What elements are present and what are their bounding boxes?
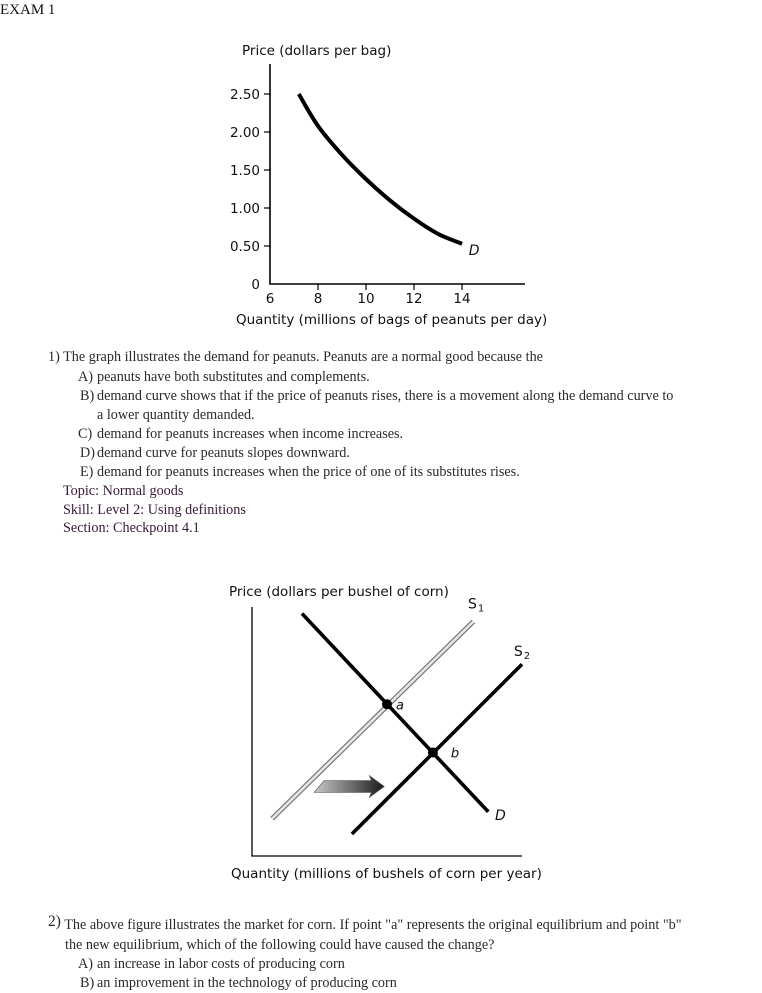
skill: Skill: Level 2: Using definitions [63, 502, 246, 518]
section: Section: Checkpoint 4.1 [63, 520, 200, 536]
x-tick-label: 12 [405, 291, 423, 307]
question-1-stem [48, 348, 543, 367]
option-text: an increase in labor costs of producing corn [97, 956, 345, 972]
y-tick-label: 2.00 [229, 125, 260, 141]
curve-label-d: D [495, 807, 506, 824]
y-axis-label: Price (dollars per bushel of corn) [229, 584, 449, 600]
question-number: 1) [48, 349, 60, 365]
demand-curve-label: D [468, 243, 480, 259]
option-text: demand for peanuts increases when income increases. [97, 426, 404, 442]
topic: Topic: Normal goods [63, 483, 184, 499]
x-tick-label: 10 [357, 291, 375, 307]
option-text: demand for peanuts increases when the price of one of its substitutes rises. [97, 464, 520, 480]
y-tick-label: 2.50 [229, 87, 260, 103]
y-tick-label: 0.50 [229, 239, 260, 255]
x-tick-label: 8 [313, 291, 323, 307]
corn-market-chart [0, 570, 762, 890]
option-letter: A) [78, 956, 93, 972]
question-number: 2) [48, 913, 61, 930]
option-letter: D) [80, 445, 95, 461]
option-text-continued: a lower quantity demanded. [97, 407, 255, 423]
y-tick-label: 0 [251, 277, 260, 293]
curve-label-s1: $S_1$ [468, 596, 485, 615]
option-text: demand curve shows that if the price of peanuts rises, there is a movement along the demand curve to [97, 388, 674, 404]
point-label-b: b [450, 746, 460, 762]
y-axis-label: Price (dollars per bag) [242, 43, 392, 59]
question-text-line-1: The above figure illustrates the market for corn. If point "a" represents the original equilibrium and point "b" [64, 917, 682, 933]
y-tick-label: 1.50 [229, 163, 260, 179]
option-letter: B) [80, 388, 95, 404]
exam-title: EXAM 1 [0, 2, 56, 18]
y-tick-label: 1.00 [229, 201, 260, 217]
question-2-stem-line-2: the new equilibrium, which of the following could have caused the change? [65, 937, 495, 953]
point-label-a: a [396, 698, 404, 714]
option-text: demand curve for peanuts slopes downward. [97, 445, 350, 461]
x-axis-label: Quantity (millions of bushels of corn per year) [231, 866, 542, 882]
option-letter: E) [80, 464, 94, 480]
x-tick-label: 6 [265, 291, 275, 307]
equilibrium-point-a [382, 699, 392, 709]
option-letter: C) [78, 426, 93, 442]
option-letter: B) [80, 975, 95, 991]
peanut-demand-chart [0, 0, 762, 340]
x-axis-label: Quantity (millions of bags of peanuts per day) [236, 312, 548, 328]
curve-label-s2: $S_2$ [513, 644, 531, 662]
option-text: an improvement in the technology of producing corn [97, 975, 397, 991]
x-tick-label: 14 [453, 291, 471, 307]
demand-curve [299, 94, 462, 244]
option-text: peanuts have both substitutes and complements. [97, 369, 370, 385]
equilibrium-point-b [428, 748, 438, 758]
option-letter: A) [78, 369, 93, 385]
supply-shift-arrow [314, 776, 384, 798]
question-text: The graph illustrates the demand for peanuts. Peanuts are a normal good because the [63, 349, 543, 365]
question-2-stem [48, 915, 682, 935]
